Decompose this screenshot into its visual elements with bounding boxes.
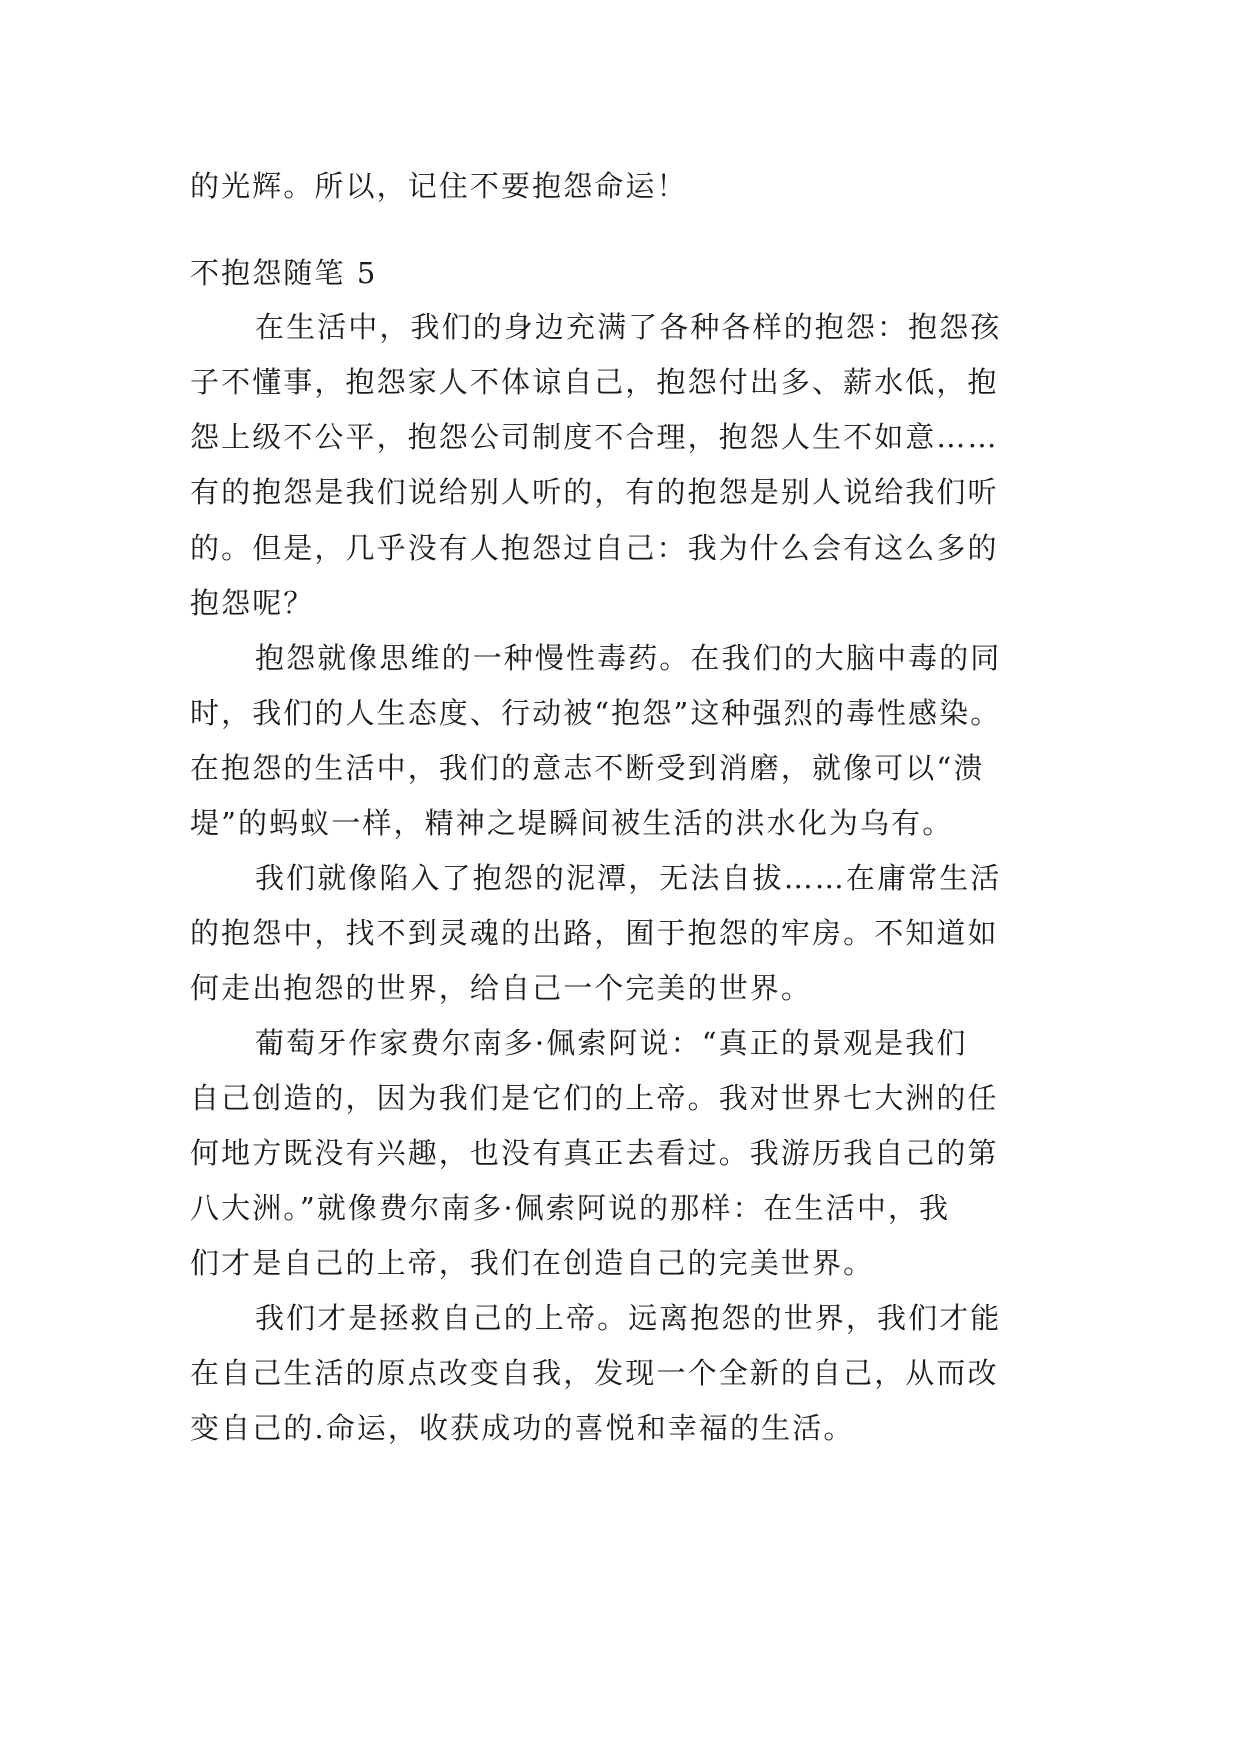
- paragraph-line: 有的抱怨是我们说给别人听的，有的抱怨是别人说给我们听: [190, 475, 999, 509]
- paragraph-line: 堤”的蚂蚁一样，精神之堤瞬间被生活的洪水化为乌有。: [190, 806, 954, 840]
- paragraph-line: 在抱怨的生活中，我们的意志不断受到消磨，就像可以“溃: [190, 751, 985, 785]
- paragraph-line: 怨上级不公平，抱怨公司制度不合理，抱怨人生不如意……: [190, 420, 999, 454]
- section-heading: 不抱怨随笔 5: [190, 256, 378, 290]
- paragraph-line: 时，我们的人生态度、行动被“抱怨”这种强烈的毒性感染。: [190, 696, 1002, 730]
- paragraph-line: 何地方既没有兴趣，也没有真正去看过。我游历我自己的第: [190, 1136, 999, 1170]
- paragraph-line: 变自己的.命运，收获成功的喜悦和幸福的生活。: [190, 1411, 855, 1445]
- paragraph-line: 们才是自己的上帝，我们在创造自己的完美世界。: [190, 1246, 875, 1280]
- paragraph-line: 在自己生活的原点改变自我，发现一个全新的自己，从而改: [190, 1356, 999, 1390]
- paragraph-line: 我们才是拯救自己的上帝。远离抱怨的世界，我们才能: [255, 1301, 1002, 1335]
- paragraph-line: 抱怨就像思维的一种慢性毒药。在我们的大脑中毒的同: [255, 641, 1002, 675]
- paragraph-line: 抱怨呢？: [190, 586, 315, 620]
- text-line: 的光辉。所以，记住不要抱怨命运！: [190, 169, 688, 203]
- paragraph-line: 的。但是，几乎没有人抱怨过自己：我为什么会有这么多的: [190, 531, 999, 565]
- paragraph-line: 子不懂事，抱怨家人不体谅自己，抱怨付出多、薪水低，抱: [190, 365, 999, 399]
- paragraph-line: 葡萄牙作家费尔南多·佩索阿说：“真正的景观是我们: [255, 1026, 968, 1060]
- paragraph-line: 何走出抱怨的世界，给自己一个完美的世界。: [190, 971, 813, 1005]
- paragraph-line: 八大洲。”就像费尔南多·佩索阿说的那样：在生活中，我: [190, 1191, 951, 1225]
- paragraph-line: 的抱怨中，找不到灵魂的出路，囿于抱怨的牢房。不知道如: [190, 916, 999, 950]
- paragraph-line: 我们就像陷入了抱怨的泥潭，无法自拔……在庸常生活: [255, 861, 1002, 895]
- paragraph-line: 自己创造的，因为我们是它们的上帝。我对世界七大洲的任: [190, 1081, 999, 1115]
- paragraph-line: 在生活中，我们的身边充满了各种各样的抱怨：抱怨孩: [255, 310, 1002, 344]
